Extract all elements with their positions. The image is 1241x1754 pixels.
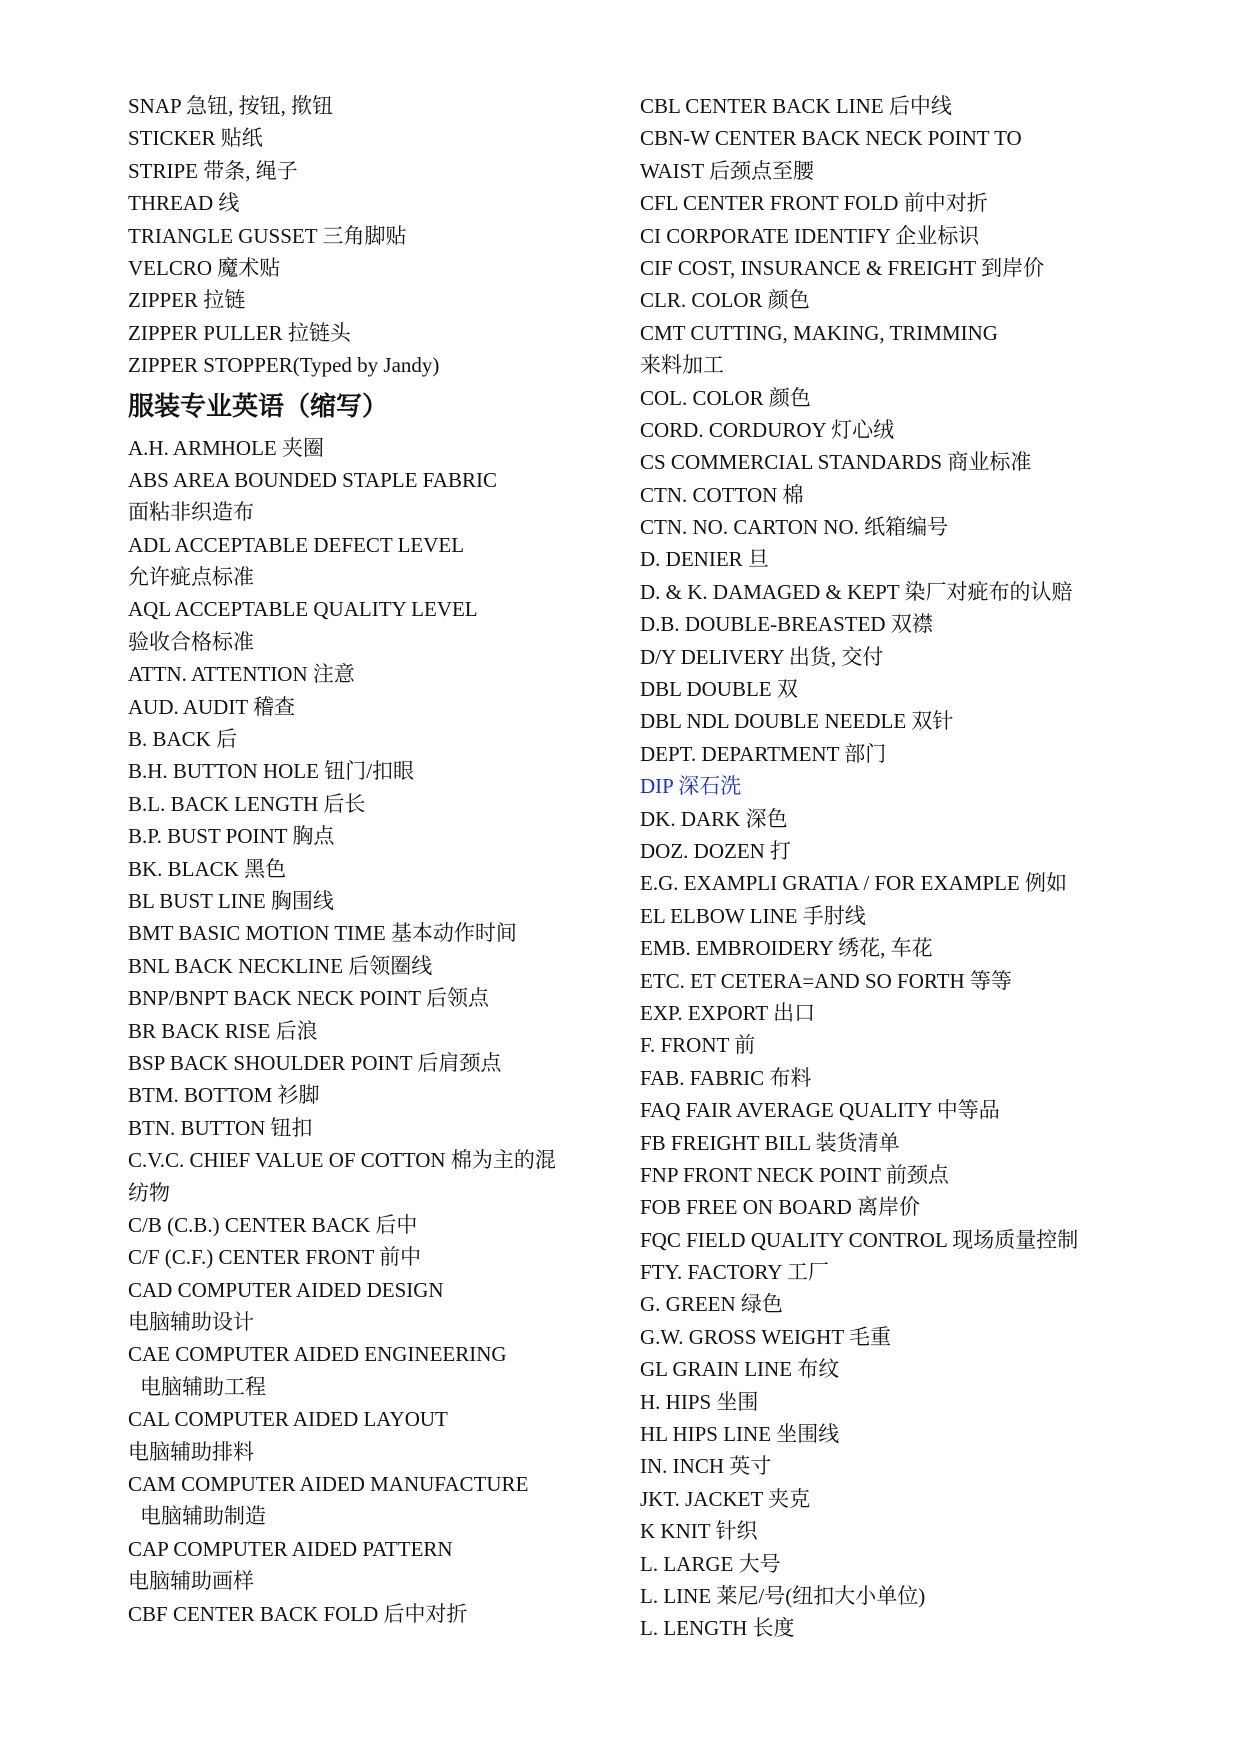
term-line: VELCRO 魔术贴 <box>128 255 281 280</box>
term-line: ZIPPER PULLER 拉链头 <box>128 320 351 345</box>
term-translation-line: 电脑辅助设计 <box>128 1310 254 1335</box>
term-line: H. HIPS 坐围 <box>640 1389 759 1414</box>
term-line: DOZ. DOZEN 打 <box>640 838 792 863</box>
term-translation-line: 电脑辅助画样 <box>128 1569 254 1594</box>
term-line: C.V.C. CHIEF VALUE OF COTTON 棉为主的混 <box>128 1148 556 1173</box>
term-translation-line: 纺物 <box>128 1180 170 1205</box>
term-translation-line: 电脑辅助制造 <box>140 1504 266 1529</box>
term-translation-line: 电脑辅助工程 <box>140 1374 266 1399</box>
term-line: CAE COMPUTER AIDED ENGINEERING <box>128 1342 507 1367</box>
term-translation-line: WAIST 后颈点至腰 <box>640 158 815 183</box>
term-line: THREAD 线 <box>128 191 240 216</box>
right-column <box>640 90 1110 1645</box>
term-line: ADL ACCEPTABLE DEFECT LEVEL <box>128 532 465 557</box>
term-line: L. LINE 莱尼/号(纽扣大小单位) <box>640 1583 926 1608</box>
term-line: JKT. JACKET 夹克 <box>640 1486 811 1511</box>
term-line: C/B (C.B.) CENTER BACK 后中 <box>128 1212 418 1237</box>
term-line: BR BACK RISE 后浪 <box>128 1018 318 1043</box>
term-line: B.H. BUTTON HOLE 钮门/扣眼 <box>128 759 415 784</box>
term-translation-line: 验收合格标准 <box>128 629 254 654</box>
term-translation-line: 允许疵点标准 <box>128 565 254 590</box>
term-line: B.P. BUST POINT 胸点 <box>128 824 335 849</box>
term-line: STICKER 贴纸 <box>128 126 263 151</box>
term-line: L. LARGE 大号 <box>640 1551 781 1576</box>
term-line: CAD COMPUTER AIDED DESIGN <box>128 1277 444 1302</box>
term-line: BNL BACK NECKLINE 后领圈线 <box>128 953 433 978</box>
term-line: EXP. EXPORT 出口 <box>640 1000 816 1025</box>
term-line: FAQ FAIR AVERAGE QUALITY 中等品 <box>640 1098 1000 1123</box>
term-line: HL HIPS LINE 坐围线 <box>640 1422 840 1447</box>
term-line: EMB. EMBROIDERY 绣花, 车花 <box>640 936 933 961</box>
term-line: IN. INCH 英寸 <box>640 1454 772 1479</box>
term-line: ATTN. ATTENTION 注意 <box>128 662 355 687</box>
term-line: D/Y DELIVERY 出货, 交付 <box>640 644 884 669</box>
term-line: BTN. BUTTON 钮扣 <box>128 1115 313 1140</box>
term-line: D. DENIER 旦 <box>640 547 769 572</box>
left-column <box>128 90 608 1630</box>
term-line: K KNIT 针织 <box>640 1519 758 1544</box>
term-line: E.G. EXAMPLI GRATIA / FOR EXAMPLE 例如 <box>640 871 1068 896</box>
term-line: CIF COST, INSURANCE & FREIGHT 到岸价 <box>640 255 1045 280</box>
term-line: G.W. GROSS WEIGHT 毛重 <box>640 1324 892 1349</box>
term-line: CI CORPORATE IDENTIFY 企业标识 <box>640 223 980 248</box>
term-line: EL ELBOW LINE 手肘线 <box>640 903 866 928</box>
term-line: BNP/BNPT BACK NECK POINT 后领点 <box>128 986 489 1011</box>
term-line: CAM COMPUTER AIDED MANUFACTURE <box>128 1472 529 1497</box>
term-line: BK. BLACK 黑色 <box>128 856 287 881</box>
term-line: A.H. ARMHOLE 夹圈 <box>128 435 325 460</box>
term-line: FAB. FABRIC 布料 <box>640 1065 812 1090</box>
term-line: FNP FRONT NECK POINT 前颈点 <box>640 1162 949 1187</box>
term-line: B.L. BACK LENGTH 后长 <box>128 791 366 816</box>
term-line: ABS AREA BOUNDED STAPLE FABRIC <box>128 467 497 492</box>
term-line: BTM. BOTTOM 衫脚 <box>128 1083 320 1108</box>
term-line: DK. DARK 深色 <box>640 806 788 831</box>
term-line: GL GRAIN LINE 布纹 <box>640 1357 840 1382</box>
term-line: ZIPPER STOPPER(Typed by Jandy) <box>128 353 440 378</box>
term-line: D. & K. DAMAGED & KEPT 染厂对疵布的认赔 <box>640 579 1073 604</box>
term-line: CBL CENTER BACK LINE 后中线 <box>640 94 952 118</box>
term-line: BL BUST LINE 胸围线 <box>128 888 334 913</box>
term-line: FOB FREE ON BOARD 离岸价 <box>640 1195 921 1220</box>
term-line: STRIPE 带条, 绳子 <box>128 158 298 183</box>
term-line: CAL COMPUTER AIDED LAYOUT <box>128 1407 448 1432</box>
term-line: FB FREIGHT BILL 装货清单 <box>640 1130 900 1155</box>
term-line: CFL CENTER FRONT FOLD 前中对折 <box>640 191 988 216</box>
section-heading: 服装专业英语（缩写） <box>128 391 389 422</box>
term-line: ETC. ET CETERA=AND SO FORTH 等等 <box>640 968 1012 993</box>
term-line: AUD. AUDIT 稽查 <box>128 694 296 719</box>
term-line: FTY. FACTORY 工厂 <box>640 1260 829 1285</box>
term-line: C/F (C.F.) CENTER FRONT 前中 <box>128 1245 422 1270</box>
term-line: AQL ACCEPTABLE QUALITY LEVEL <box>128 597 478 622</box>
term-line: ZIPPER 拉链 <box>128 288 246 313</box>
term-line: DBL DOUBLE 双 <box>640 677 798 702</box>
term-line: F. FRONT 前 <box>640 1033 756 1058</box>
term-line: BMT BASIC MOTION TIME 基本动作时间 <box>128 921 517 946</box>
term-line: CLR. COLOR 颜色 <box>640 288 810 313</box>
term-line: BSP BACK SHOULDER POINT 后肩颈点 <box>128 1050 502 1075</box>
term-line: CS COMMERCIAL STANDARDS 商业标准 <box>640 450 1032 475</box>
term-line: COL. COLOR 颜色 <box>640 385 811 410</box>
term-line: D.B. DOUBLE-BREASTED 双襟 <box>640 612 933 637</box>
term-line-highlighted: DIP 深石洗 <box>640 774 742 799</box>
term-line: TRIANGLE GUSSET 三角脚贴 <box>128 223 407 248</box>
term-line: CAP COMPUTER AIDED PATTERN <box>128 1536 453 1561</box>
term-line: CORD. CORDUROY 灯心绒 <box>640 417 895 442</box>
term-line: DEPT. DEPARTMENT 部门 <box>640 741 887 766</box>
term-line: CTN. COTTON 棉 <box>640 482 804 507</box>
term-translation-line: 电脑辅助排料 <box>128 1439 254 1464</box>
term-line: CBF CENTER BACK FOLD 后中对折 <box>128 1601 468 1626</box>
term-line: FQC FIELD QUALITY CONTROL 现场质量控制 <box>640 1227 1079 1252</box>
term-line: L. LENGTH 长度 <box>640 1616 795 1641</box>
term-line: CTN. NO. CARTON NO. 纸箱编号 <box>640 515 949 540</box>
term-line: G. GREEN 绿色 <box>640 1292 783 1317</box>
term-line: DBL NDL DOUBLE NEEDLE 双针 <box>640 709 954 734</box>
term-line: B. BACK 后 <box>128 727 238 752</box>
term-translation-line: 来料加工 <box>640 353 724 378</box>
term-line: CMT CUTTING, MAKING, TRIMMING <box>640 320 998 345</box>
term-translation-line: 面粘非织造布 <box>128 500 254 525</box>
term-line: CBN-W CENTER BACK NECK POINT TO <box>640 126 1022 151</box>
term-line: SNAP 急钮, 按钮, 揿钮 <box>128 94 334 118</box>
